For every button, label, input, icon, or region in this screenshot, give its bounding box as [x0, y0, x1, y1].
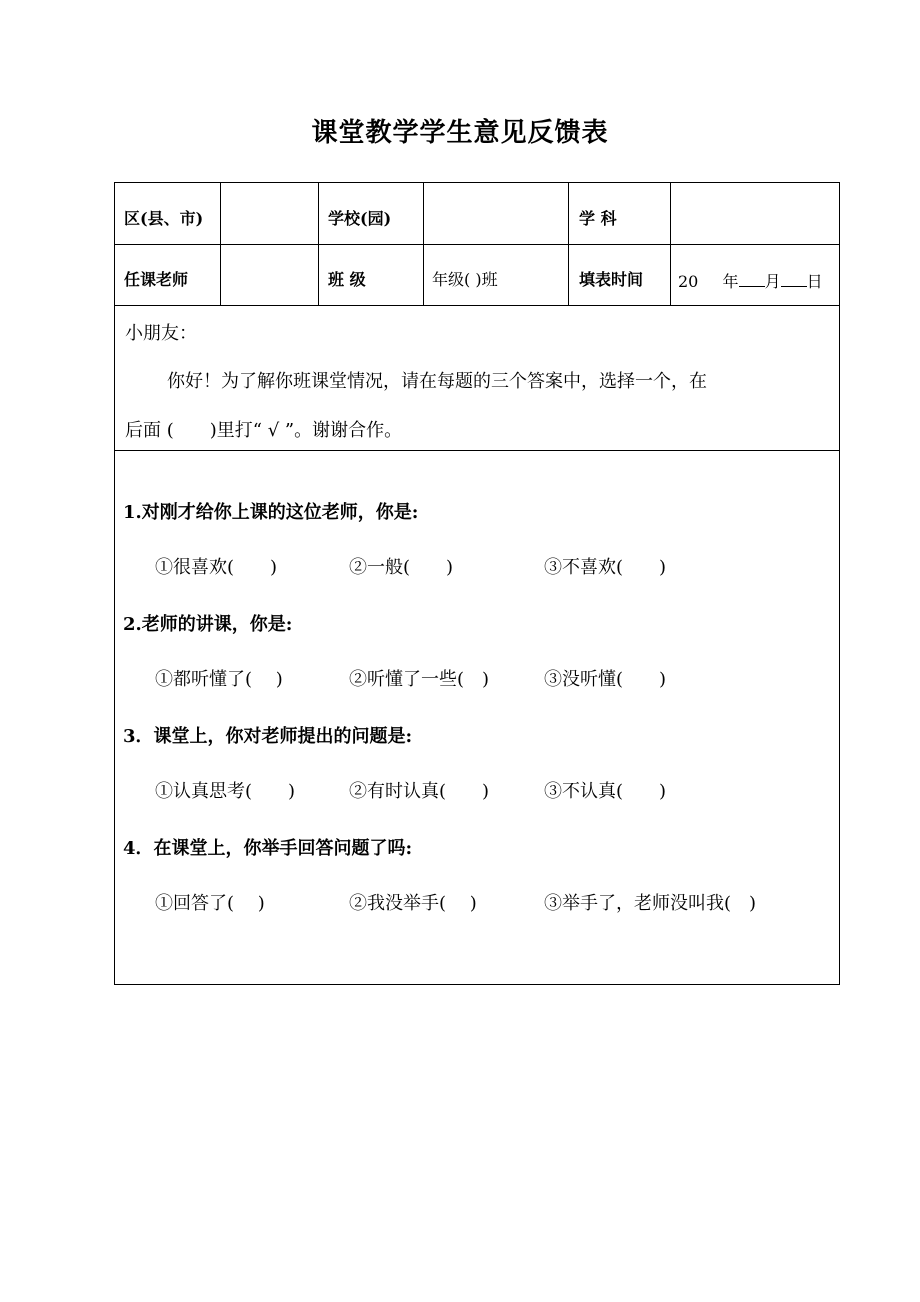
school-field[interactable]: [425, 185, 566, 242]
feedback-form: [114, 182, 840, 985]
option-4-3[interactable]: ③举手了，老师没叫我( ): [544, 893, 757, 914]
column-divider: [670, 183, 671, 305]
option-2-1[interactable]: ①都听懂了( ): [155, 669, 283, 690]
date-year-unit: 年: [722, 272, 739, 291]
column-divider: [220, 183, 221, 305]
option-3-2[interactable]: ②有时认真( ): [349, 781, 490, 802]
column-divider: [318, 183, 319, 305]
column-divider: [423, 183, 424, 305]
column-divider: [568, 183, 569, 305]
class-field[interactable]: 年级( )班: [432, 270, 498, 289]
date-field[interactable]: [678, 270, 823, 292]
district-label: 区(县、市): [124, 209, 204, 228]
question-2: 2.老师的讲课，你是:: [123, 614, 293, 635]
month-blank[interactable]: [739, 270, 765, 287]
date-day-unit: 日: [806, 272, 823, 291]
question-3: 3．课堂上，你对老师提出的问题是:: [123, 726, 413, 747]
option-4-2[interactable]: ②我没举手( ): [349, 893, 477, 914]
intro-line-1: 你好！为了解你班课堂情况，请在每题的三个答案中，选择一个，在: [167, 371, 707, 392]
row-divider: [115, 305, 839, 306]
option-1-2[interactable]: ②一般( ): [349, 557, 454, 578]
greeting: 小朋友：: [125, 323, 197, 344]
row-divider: [115, 450, 839, 451]
row-divider: [115, 244, 839, 245]
subject-field[interactable]: [672, 185, 837, 242]
subject-label: 学 科: [579, 209, 617, 228]
school-label: 学校(园): [328, 209, 392, 228]
page-title: 课堂教学学生意见反馈表: [311, 118, 609, 148]
teacher-label: 任课老师: [124, 270, 189, 289]
question-4: 4．在课堂上，你举手回答问题了吗:: [123, 838, 413, 859]
date-month-unit: 月: [764, 272, 781, 291]
date-year: 20: [678, 272, 699, 291]
option-1-3[interactable]: ③不喜欢( ): [544, 557, 667, 578]
district-field[interactable]: [222, 185, 316, 242]
option-3-3[interactable]: ③不认真( ): [544, 781, 667, 802]
option-3-1[interactable]: ①认真思考( ): [155, 781, 296, 802]
question-1: 1.对刚才给你上课的这位老师，你是:: [123, 502, 419, 523]
option-1-1[interactable]: ①很喜欢( ): [155, 557, 278, 578]
option-2-3[interactable]: ③没听懂( ): [544, 669, 667, 690]
teacher-field[interactable]: [222, 246, 316, 303]
option-2-2[interactable]: ②听懂了一些( ): [349, 669, 490, 690]
day-blank[interactable]: [781, 270, 807, 287]
option-4-1[interactable]: ①回答了( ): [155, 893, 265, 914]
class-label: 班 级: [328, 270, 366, 289]
date-label: 填表时间: [579, 270, 644, 289]
intro-line-2: 后面 ( )里打“ √ ”。谢谢合作。: [125, 420, 403, 441]
